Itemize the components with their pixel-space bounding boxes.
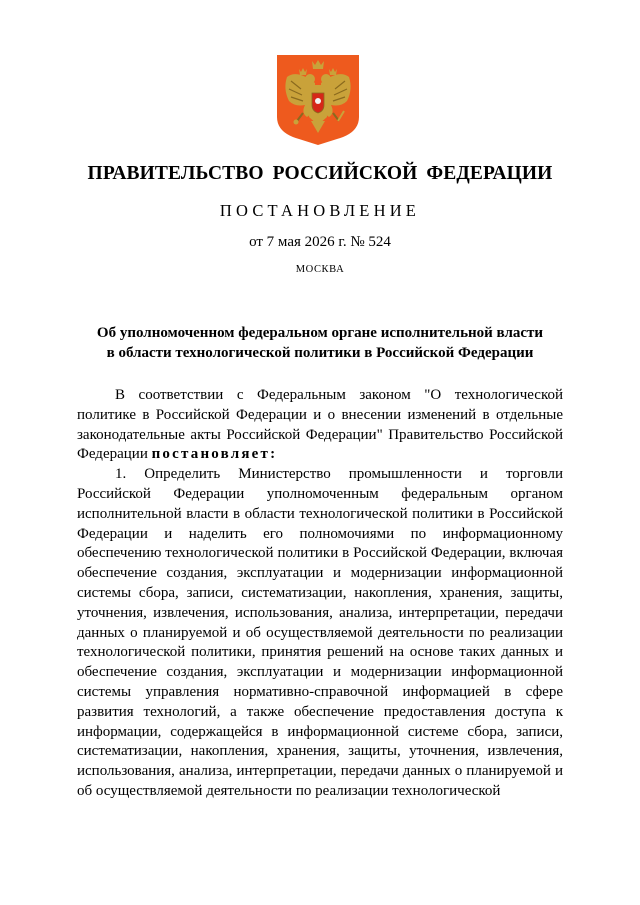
coat-of-arms-emblem — [277, 55, 359, 145]
heading-line-2: в области технологической политики в Российской Федерации — [106, 345, 534, 361]
preamble-text: В соответствии с Федеральным законом "О технологической политике в Российской Федерации и о внесении изменений в отдельные законодательные акты Российской Федерации" Правительство Российской Федерации — [77, 387, 563, 463]
item-1-paragraph: 1. Определить Министерство промышленности и торговли Российской Федерации уполномоченным федеральным органом исполнительной власти в области технологической политики в Российской Федерации и наделить его полномочиями по информационному обеспечению технологической политики в Российской Федерации, включая обеспечение создания, эксплуатации и модернизации информационной системы сбора, записи, систематизации, накопления, хранения, защиты, уточнения, извлечения, использования, анализа, интерпретации, передачи данных о планируемой и об осуществляемой деятельности по реализации технологической политики, принятия решений на основе таких данных и обеспечение создания, эксплуатации и модернизации информационной системы управления нормативно-справочной информацией в сфере развития технологий, а также обеспечение предоставления доступа к информации, содержащейся в информационной системе сбора, записи, систематизации, накопления, хранения, защиты, уточнения, извлечения, использования, анализа, интерпретации, передачи данных о планируемой и об осуществляемой деятельности по реализации технологической — [77, 466, 563, 799]
heading-line-1: Об уполномоченном федеральном органе исполнительной власти — [96, 325, 544, 341]
decrees-word: постановляет: — [151, 446, 278, 463]
document-body — [77, 386, 563, 802]
coat-of-arms-icon — [277, 55, 359, 145]
document-heading — [60, 323, 580, 363]
document-city: МОСКВА — [295, 264, 345, 275]
preamble-paragraph — [77, 386, 563, 465]
government-title: ПРАВИТЕЛЬСТВО РОССИЙСКОЙ ФЕДЕРАЦИИ — [87, 163, 553, 184]
document-type: ПОСТАНОВЛЕНИЕ — [219, 201, 421, 220]
document-date-number: от 7 мая 2026 г. № 524 — [249, 234, 391, 250]
